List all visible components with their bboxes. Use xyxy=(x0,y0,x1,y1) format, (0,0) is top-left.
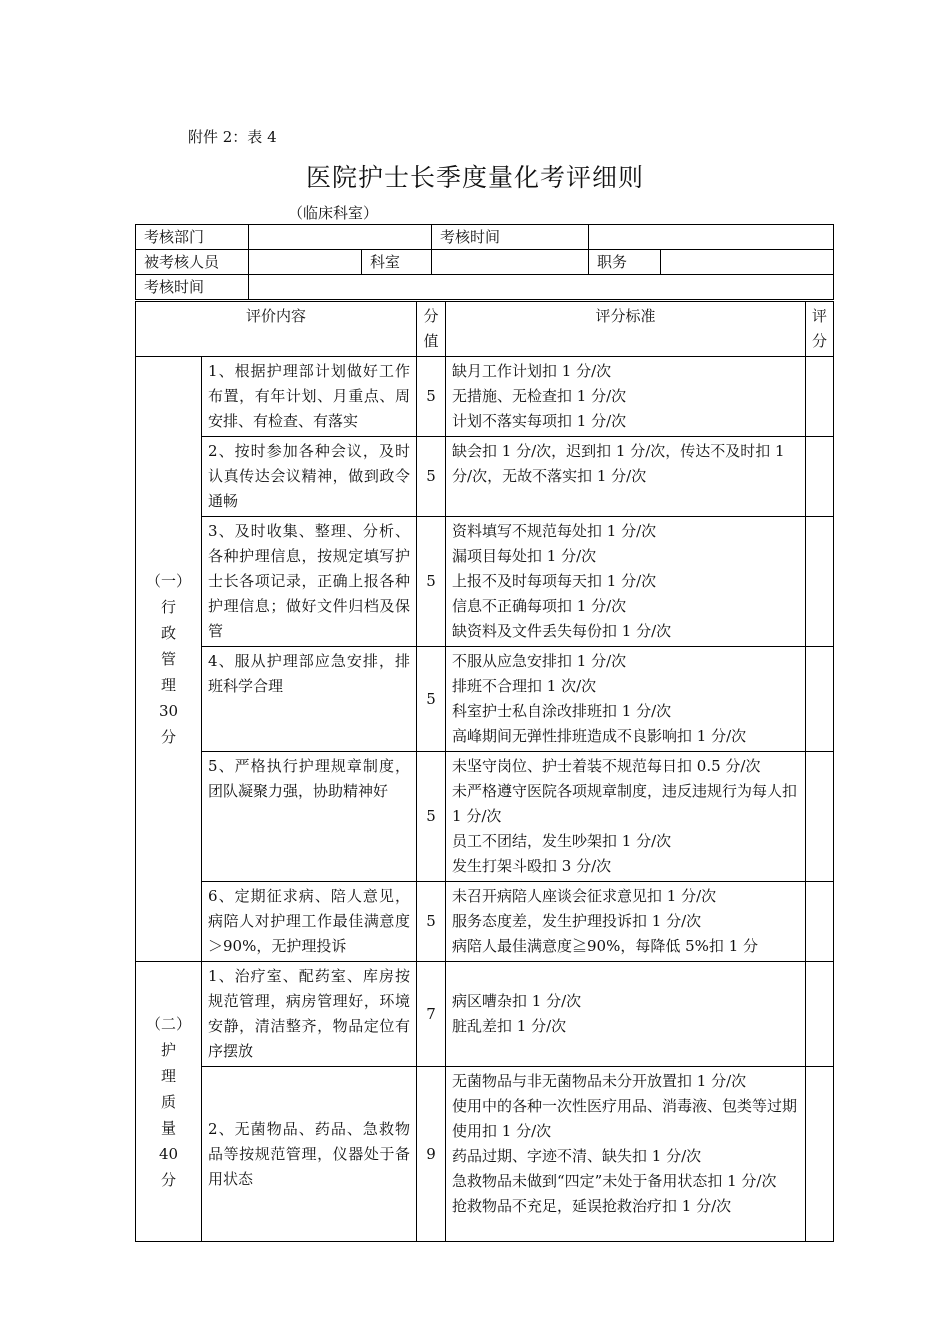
item-criteria xyxy=(446,1067,806,1242)
criteria-line: 服务态度差，发生护理投诉扣 1 分/次 xyxy=(452,912,702,930)
category-cell xyxy=(136,357,202,962)
document-subtitle: （临床科室） xyxy=(288,204,379,222)
item-criteria xyxy=(446,437,806,517)
evaluation-row xyxy=(136,1067,834,1242)
item-content: 2、按时参加各种会议，及时认真传达会议精神，做到政令通畅 xyxy=(202,437,417,517)
criteria-line: 病陪人最佳满意度≧90%，每降低 5%扣 1 分 xyxy=(452,937,759,955)
item-content: 2、无菌物品、药品、急救物品等按规范管理，仪器处于备用状态 xyxy=(202,1067,417,1242)
mark-header: 评 分 xyxy=(806,302,834,357)
item-score: 5 xyxy=(417,647,446,752)
criteria-line: 科室护士私自涂改排班扣 1 分/次 xyxy=(452,702,672,720)
item-score: 9 xyxy=(417,1067,446,1242)
category-line: 理 xyxy=(160,676,176,694)
criteria-line: 缺资料及文件丢失每份扣 1 分/次 xyxy=(452,622,672,640)
item-score: 7 xyxy=(417,962,446,1067)
person-label: 被考核人员 xyxy=(136,250,249,275)
person-value[interactable] xyxy=(249,250,362,275)
criteria-line: 排班不合理扣 1 次/次 xyxy=(452,677,597,695)
item-content: 3、及时收集、整理、分析、各种护理信息，按规定填写护士长各项记录，正确上报各种护理信息；做好文件归档及保管 xyxy=(202,517,417,647)
category-line: 分 xyxy=(160,1170,176,1189)
exam-time-label: 考核时间 xyxy=(136,275,249,300)
criteria-line: 缺月工作计划扣 1 分/次 xyxy=(452,362,612,380)
evaluation-row xyxy=(136,357,834,437)
criteria-line: 使用中的各种一次性医疗用品、消毒液、包类等过期使用扣 1 分/次 xyxy=(452,1097,798,1140)
evaluation-row xyxy=(136,882,834,962)
criteria-line: 信息不正确每项扣 1 分/次 xyxy=(452,597,627,615)
score-input-cell[interactable] xyxy=(806,962,834,1067)
category-cell xyxy=(136,962,202,1242)
criteria-line: 无菌物品与非无菌物品未分开放置扣 1 分/次 xyxy=(452,1072,747,1090)
evaluation-row xyxy=(136,517,834,647)
item-score: 5 xyxy=(417,517,446,647)
criteria-line: 未严格遵守医院各项规章制度，违反违规行为每人扣 1 分/次 xyxy=(452,782,798,825)
item-content: 5、严格执行护理规章制度，团队凝聚力强，协助精神好 xyxy=(202,752,417,882)
position-value[interactable] xyxy=(661,250,834,275)
criteria-line: 缺会扣 1 分/次，迟到扣 1 分/次，传达不及时扣 1 分/次，无故不落实扣 1 分/次 xyxy=(452,442,785,485)
dept-label: 考核部门 xyxy=(136,225,249,250)
exam-time-value[interactable] xyxy=(249,275,834,300)
time-value[interactable] xyxy=(589,225,834,250)
item-content: 6、定期征求病、陪人意见，病陪人对护理工作最佳满意度＞90%，无护理投诉 xyxy=(202,882,417,962)
office-label: 科室 xyxy=(362,250,432,275)
category-line: 30 xyxy=(158,702,179,720)
evaluation-row xyxy=(136,752,834,882)
criteria-line: 药品过期、字迹不清、缺失扣 1 分/次 xyxy=(452,1147,702,1165)
evaluation-table xyxy=(135,301,834,1242)
item-criteria xyxy=(446,647,806,752)
category-line: （一） xyxy=(145,572,191,590)
item-score: 5 xyxy=(417,357,446,437)
criteria-line: 无措施、无检查扣 1 分/次 xyxy=(452,387,627,405)
item-criteria xyxy=(446,882,806,962)
category-line: 理 xyxy=(160,1066,176,1085)
criteria-line: 发生打架斗殴扣 3 分/次 xyxy=(452,857,612,875)
category-line: 行 xyxy=(160,598,176,616)
category-line: 政 xyxy=(160,624,176,642)
item-criteria xyxy=(446,357,806,437)
criteria-line: 病区嘈杂扣 1 分/次 xyxy=(452,992,582,1010)
score-input-cell[interactable] xyxy=(806,1067,834,1242)
score-header: 分 值 xyxy=(417,302,446,357)
score-input-cell[interactable] xyxy=(806,752,834,882)
criteria-line: 未坚守岗位、护士着装不规范每日扣 0.5 分/次 xyxy=(452,757,761,775)
criteria-line: 员工不团结，发生吵架扣 1 分/次 xyxy=(452,832,672,850)
category-line: 管 xyxy=(160,650,176,668)
item-criteria xyxy=(446,752,806,882)
item-score: 5 xyxy=(417,882,446,962)
category-line: 护 xyxy=(160,1040,176,1059)
criteria-line: 不服从应急安排扣 1 分/次 xyxy=(452,652,627,670)
content-header: 评价内容 xyxy=(136,302,417,357)
criteria-line: 上报不及时每项每天扣 1 分/次 xyxy=(452,572,657,590)
score-input-cell[interactable] xyxy=(806,517,834,647)
info-table xyxy=(135,224,834,300)
evaluation-row xyxy=(136,437,834,517)
time-label: 考核时间 xyxy=(432,225,589,250)
score-input-cell[interactable] xyxy=(806,882,834,962)
category-line: 分 xyxy=(160,728,176,746)
item-score: 5 xyxy=(417,752,446,882)
score-input-cell[interactable] xyxy=(806,647,834,752)
criteria-line: 抢救物品不充足，延误抢救治疗扣 1 分/次 xyxy=(452,1197,732,1215)
document-title: 医院护士长季度量化考评细则 xyxy=(305,163,644,192)
criteria-line: 资料填写不规范每处扣 1 分/次 xyxy=(452,522,657,540)
annex-label: 附件 2：表 4 xyxy=(188,128,277,146)
dept-value[interactable] xyxy=(249,225,432,250)
criteria-line: 急救物品未做到“四定”未处于备用状态扣 1 分/次 xyxy=(452,1172,777,1190)
criteria-line: 脏乱差扣 1 分/次 xyxy=(452,1017,567,1035)
category-line: 质 xyxy=(160,1092,176,1111)
evaluation-row xyxy=(136,962,834,1067)
criteria-line: 高峰期间无弹性排班造成不良影响扣 1 分/次 xyxy=(452,727,747,745)
score-input-cell[interactable] xyxy=(806,437,834,517)
column-header-row xyxy=(136,302,834,357)
criteria-line: 未召开病陪人座谈会征求意见扣 1 分/次 xyxy=(452,887,717,905)
criteria-line: 计划不落实每项扣 1 分/次 xyxy=(452,412,627,430)
item-content: 4、服从护理部应急安排，排班科学合理 xyxy=(202,647,417,752)
evaluation-row xyxy=(136,647,834,752)
item-criteria xyxy=(446,962,806,1067)
category-line: 量 xyxy=(160,1118,176,1137)
item-criteria xyxy=(446,517,806,647)
item-score: 5 xyxy=(417,437,446,517)
score-input-cell[interactable] xyxy=(806,357,834,437)
position-label: 职务 xyxy=(589,250,661,275)
item-content: 1、治疗室、配药室、库房按规范管理，病房管理好，环境安静，清洁整齐，物品定位有序摆放 xyxy=(202,962,417,1067)
criteria-line: 漏项目每处扣 1 分/次 xyxy=(452,547,597,565)
office-value[interactable] xyxy=(432,250,589,275)
criteria-header: 评分标准 xyxy=(446,302,806,357)
category-line: （二） xyxy=(145,1014,191,1033)
item-content: 1、根据护理部计划做好工作布置，有年计划、月重点、周安排、有检查、有落实 xyxy=(202,357,417,437)
category-line: 40 xyxy=(158,1144,179,1163)
